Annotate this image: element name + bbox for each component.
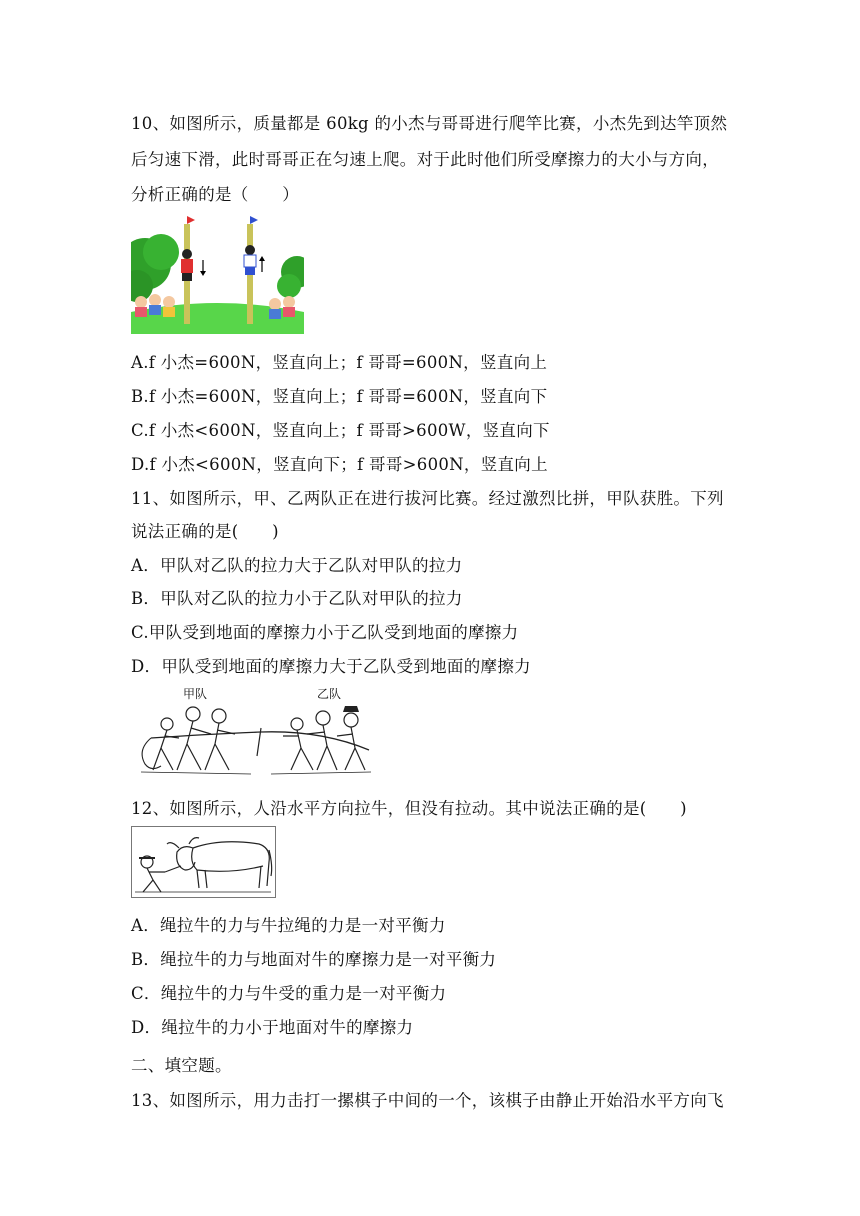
q10-option-b: B.f 小杰=600N，竖直向上；f 哥哥=600N，竖直向下 — [131, 387, 548, 406]
q10-stem-line-1: 10、如图所示，质量都是 60kg 的小杰与哥哥进行爬竿比赛，小杰先到达竿顶然 — [131, 114, 728, 133]
q12-option-a: A．绳拉牛的力与牛拉绳的力是一对平衡力 — [131, 916, 446, 935]
q11-stem-line-1: 11、如图所示，甲、乙两队正在进行拔河比赛。经过激烈比拼，甲队获胜。下列 — [131, 489, 724, 508]
q12-stem: 12、如图所示，人沿水平方向拉牛，但没有拉动。其中说法正确的是( ) — [131, 799, 687, 818]
q10-option-d: D.f 小杰<600N，竖直向下；f 哥哥>600N，竖直向上 — [131, 455, 548, 474]
q11-option-d: D．甲队受到地面的摩擦力大于乙队受到地面的摩擦力 — [131, 657, 531, 676]
q10-stem-line-3: 分析正确的是（ ） — [131, 185, 299, 204]
team-jia-label: 甲队 — [183, 687, 208, 701]
pole-climbing-figure — [131, 214, 304, 334]
tug-of-war-figure — [131, 684, 376, 780]
q12-option-c: C．绳拉牛的力与牛受的重力是一对平衡力 — [131, 984, 447, 1003]
section-title: 二、填空题。 — [131, 1056, 232, 1075]
q11-stem-line-2: 说法正确的是( ) — [131, 522, 279, 541]
q10-stem-line-2: 后匀速下滑，此时哥哥正在匀速上爬。对于此时他们所受摩擦力的大小与方向， — [131, 150, 719, 169]
q12-option-b: B．绳拉牛的力与地面对牛的摩擦力是一对平衡力 — [131, 950, 497, 969]
q10-option-a: A.f 小杰=600N，竖直向上；f 哥哥=600N，竖直向上 — [131, 353, 548, 372]
team-yi-label: 乙队 — [317, 687, 342, 701]
q11-option-c: C.甲队受到地面的摩擦力小于乙队受到地面的摩擦力 — [131, 623, 519, 642]
q10-option-c: C.f 小杰<600N，竖直向上；f 哥哥>600W，竖直向下 — [131, 421, 550, 440]
q11-option-b: B．甲队对乙队的拉力小于乙队对甲队的拉力 — [131, 589, 463, 608]
q11-option-a: A．甲队对乙队的拉力大于乙队对甲队的拉力 — [131, 556, 463, 575]
q13-stem: 13、如图所示，用力击打一摞棋子中间的一个，该棋子由静止开始沿水平方向飞 — [131, 1091, 724, 1110]
ox-pulling-figure — [131, 826, 276, 898]
q12-option-d: D．绳拉牛的力小于地面对牛的摩擦力 — [131, 1018, 414, 1037]
